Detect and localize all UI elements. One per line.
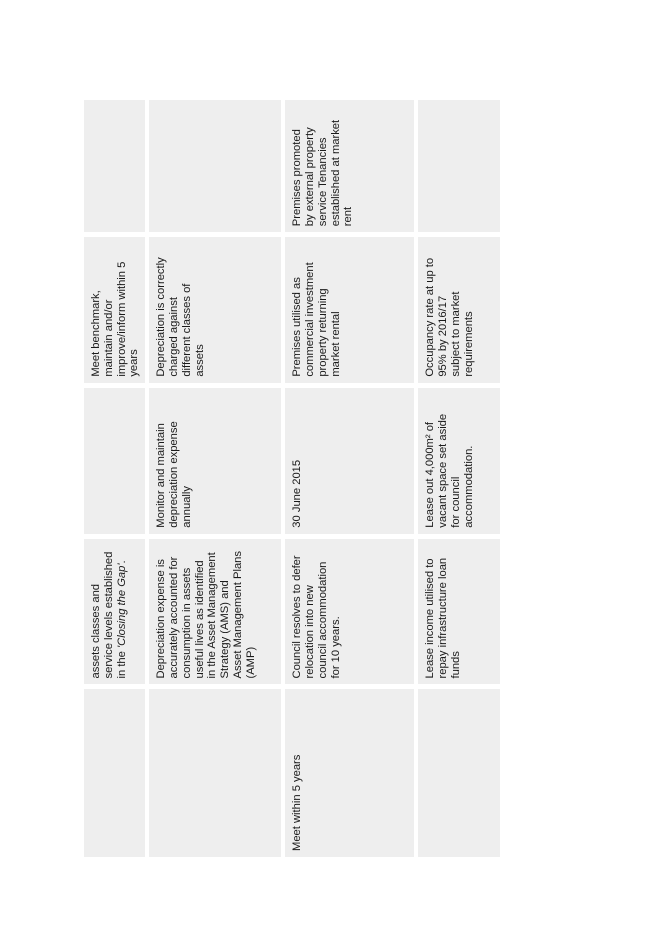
- table-cell: [84, 690, 145, 858]
- table-cell: [149, 237, 281, 382]
- cell-text: Premises utilised as commercial investment property returning market rental: [291, 262, 342, 377]
- cell-text: Lease income utilised to repay infrastructure loan funds: [424, 557, 462, 679]
- closing-the-gap-title: 'Closing the Gap': [115, 563, 128, 649]
- rotated-page-content: [84, 95, 513, 857]
- table-row: [149, 100, 281, 857]
- table-cell: [418, 388, 500, 534]
- cell-text: Lease out 4,000m² of vacant space set aside for council accommodation.: [424, 413, 475, 528]
- cell-text: Council resolves to defer relocation into new council accommodation for 10 years.: [291, 555, 342, 679]
- cell-text: Premises promoted by external property service Tenancies established at market rent: [291, 119, 355, 227]
- cell-text: Occupancy rate at up to 95% by 2016/17 subject to market requirements: [424, 257, 475, 377]
- table-cell: [418, 237, 500, 382]
- cell-text: assets classes and service levels established in the: [90, 551, 128, 679]
- table-cell: [149, 388, 281, 534]
- table-row: [285, 100, 414, 857]
- table-row: [418, 100, 500, 857]
- table-cell: [418, 100, 500, 232]
- table-cell: [285, 237, 414, 382]
- table-row: [84, 100, 145, 857]
- table-cell: [285, 100, 414, 232]
- table-cell: [84, 539, 145, 685]
- cell-text: Meet benchmark, maintain and/or improve/inform within 5 years: [90, 261, 141, 377]
- table-cell: [418, 690, 500, 858]
- table-cell: [285, 388, 414, 534]
- cell-text: Monitor and maintain depreciation expense annually: [155, 421, 193, 528]
- table-cell: [285, 539, 414, 685]
- cell-text: Meet within 5 years: [291, 754, 304, 851]
- table-cell: [418, 539, 500, 685]
- cell-text: 30 June 2015: [291, 459, 304, 528]
- table-cell: [84, 388, 145, 534]
- table-cell: [84, 100, 145, 232]
- table-cell: [149, 690, 281, 858]
- cell-text: .: [115, 560, 128, 564]
- table-cell: [84, 237, 145, 382]
- table-cell: [149, 100, 281, 232]
- cell-text: Depreciation is correctly charged against different classes of assets: [155, 257, 206, 377]
- document-table: [80, 95, 504, 862]
- table-cell: [285, 690, 414, 858]
- cell-text: Depreciation expense is accurately accounted for consumption in assets useful lives as identified in the Asset Management Strategy (AMS) and Asset Management Plans (AMP): [155, 551, 257, 679]
- table-cell: [149, 539, 281, 685]
